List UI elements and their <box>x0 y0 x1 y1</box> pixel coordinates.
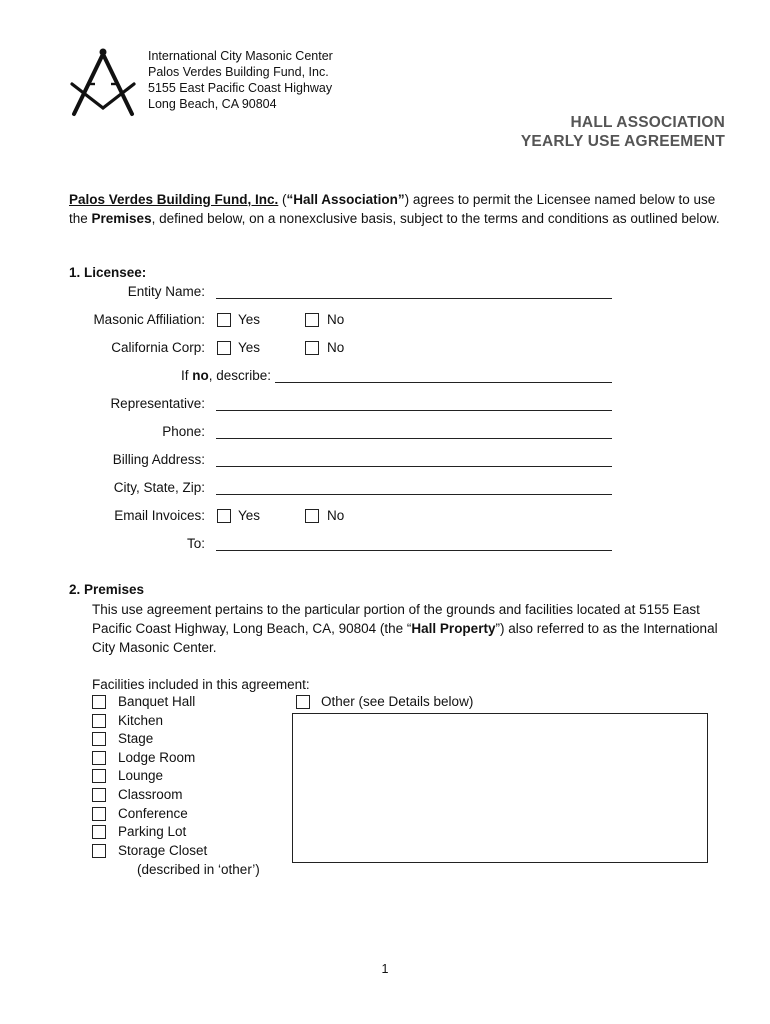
phone-field[interactable] <box>216 438 612 439</box>
facility-checkbox[interactable] <box>92 825 106 839</box>
calcorp-no-checkbox[interactable] <box>305 341 319 355</box>
facility-label: Lounge <box>118 768 164 784</box>
facility-item <box>92 806 282 824</box>
intro-paragraph: Palos Verdes Building Fund, Inc. (“Hall Association”) agrees to permit the Licensee named below to use the Premises, defined below, on a nonexclusive basis, subject to the terms and conditions as outlined below. <box>69 192 720 226</box>
if-no-describe-label: If no, describe: <box>180 368 271 383</box>
calcorp-yes-label: Yes <box>238 340 261 355</box>
premises-term: Premises <box>91 211 152 226</box>
facility-label: Classroom <box>118 787 183 802</box>
facility-label: Stage <box>118 731 154 747</box>
facility-checkbox[interactable] <box>92 769 106 783</box>
masonic-logo <box>68 46 138 118</box>
california-corp-label: California Corp: <box>111 340 205 355</box>
facility-checkbox[interactable] <box>92 807 106 821</box>
facility-item <box>92 787 282 805</box>
facility-item <box>92 768 282 786</box>
defined-term: “Hall Association” <box>286 192 405 207</box>
facility-label: Storage Closet <box>118 842 208 858</box>
facility-checkbox[interactable] <box>92 844 106 858</box>
facility-label: Parking Lot <box>118 824 187 840</box>
email-no-label: No <box>327 508 345 523</box>
document-title-line2: YEARLY USE AGREEMENT <box>520 133 725 150</box>
billing-address-field[interactable] <box>216 466 612 467</box>
billing-address-label: Billing Address: <box>112 452 205 467</box>
facility-checkbox[interactable] <box>92 714 106 728</box>
document-title-line1: HALL ASSOCIATION <box>570 114 725 131</box>
city-state-zip-field[interactable] <box>216 494 612 495</box>
phone-label: Phone: <box>162 424 205 439</box>
if-no-describe-field[interactable] <box>275 382 612 383</box>
facility-label: Conference <box>118 805 188 821</box>
hall-property-term: Hall Property <box>411 621 496 636</box>
facility-checkbox[interactable] <box>92 695 106 709</box>
entity-name-label: Entity Name: <box>127 284 205 299</box>
other-label: Other (see Details below) <box>321 694 474 709</box>
email-to-label: To: <box>186 536 205 551</box>
facility-checkbox[interactable] <box>92 788 106 802</box>
facilities-label: Facilities included in this agreement: <box>92 677 310 692</box>
representative-field[interactable] <box>216 410 612 411</box>
city-state-zip-label: City, State, Zip: <box>113 480 205 495</box>
email-no-checkbox[interactable] <box>305 509 319 523</box>
facility-label: Banquet Hall <box>118 694 196 709</box>
calcorp-yes-checkbox[interactable] <box>217 341 231 355</box>
facility-item <box>92 731 282 749</box>
street-address: 5155 East Pacific Coast Highway <box>148 81 333 95</box>
premises-heading: 2. Premises <box>69 582 145 597</box>
facility-checkbox[interactable] <box>92 751 106 765</box>
facility-label: Kitchen <box>118 712 164 728</box>
licensee-heading: 1. Licensee: <box>69 265 147 280</box>
email-yes-checkbox[interactable] <box>217 509 231 523</box>
calcorp-no-label: No <box>327 340 345 355</box>
facility-label: Lodge Room <box>118 749 196 765</box>
representative-label: Representative: <box>110 396 205 411</box>
storage-closet-note: (described in ‘other’) <box>137 862 260 877</box>
facility-item <box>92 824 282 842</box>
masonic-affiliation-label: Masonic Affiliation: <box>93 312 205 327</box>
facility-item <box>92 750 282 768</box>
email-yes-label: Yes <box>238 508 261 523</box>
masonic-no-checkbox[interactable] <box>305 313 319 327</box>
facility-item <box>92 843 282 861</box>
party-name: Palos Verdes Building Fund, Inc. <box>69 192 279 207</box>
org-name: International City Masonic Center <box>148 49 333 63</box>
fund-name: Palos Verdes Building Fund, Inc. <box>148 65 329 79</box>
email-to-field[interactable] <box>216 550 612 551</box>
facility-checkbox[interactable] <box>92 732 106 746</box>
masonic-yes-label: Yes <box>238 312 261 327</box>
facility-item <box>92 713 282 731</box>
details-box[interactable] <box>292 713 708 863</box>
premises-paragraph: This use agreement pertains to the particular portion of the grounds and facilities located at 5155 East Pacific Coast Highway, Long Beach, CA, 90804 (the “Hall Property”) also referred to as the International City Masonic Center. <box>92 602 718 655</box>
masonic-no-label: No <box>327 312 345 327</box>
page-number: 1 <box>381 962 389 976</box>
facility-item <box>92 694 282 712</box>
masonic-yes-checkbox[interactable] <box>217 313 231 327</box>
entity-name-field[interactable] <box>216 298 612 299</box>
other-checkbox[interactable] <box>296 695 310 709</box>
org-address-block <box>148 48 333 112</box>
email-invoices-label: Email Invoices: <box>114 508 205 523</box>
city-address: Long Beach, CA 90804 <box>148 97 277 111</box>
